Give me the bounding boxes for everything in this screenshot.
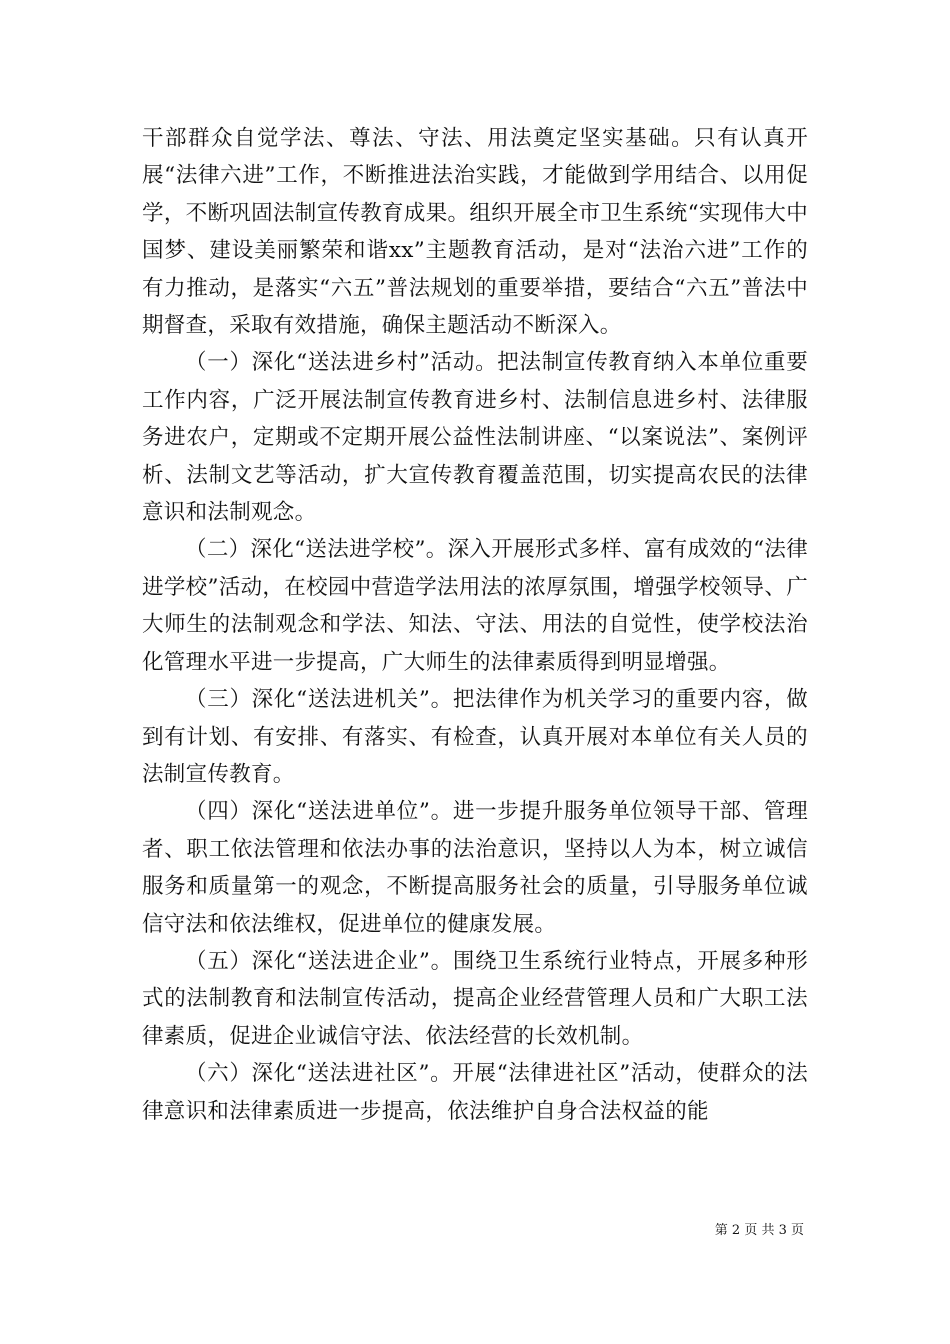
page-number-footer: 第 2 页 共 3 页 (714, 1223, 804, 1238)
paragraph-schools: （二）深化“送法进学校”。深入开展形式多样、富有成效的“法律进学校”活动，在校园中营造学法用法的浓厚氛围，增强学校领导、广大师生的法制观念和学法、知法、守法、用法的自觉性，使学校法治化管理水平进一步提高，广大师生的法律素质得到明显增强。 (142, 537, 808, 675)
paragraph-enterprises: （五）深化“送法进企业”。围绕卫生系统行业特点，开展多种形式的法制教育和法制宣传活动，提高企业经营管理人员和广大职工法律素质，促进企业诚信守法、依法经营的长效机制。 (142, 948, 808, 1049)
paragraph-intro-continued: 干部群众自觉学法、尊法、守法、用法奠定坚实基础。只有认真开展“法律六进”工作，不断推进法治实践，才能做到学用结合、以用促学，不断巩固法制宣传教育成果。组织开展全市卫生系统“实现伟大中国梦、建设美丽繁荣和谐xx”主题教育活动，是对“法治六进”工作的有力推动，是落实“六五”普法规划的重要举措，要结合“六五”普法中期督查，采取有效措施，确保主题活动不断深入。 (142, 126, 808, 339)
paragraph-government-offices: （三）深化“送法进机关”。把法律作为机关学习的重要内容，做到有计划、有安排、有落实、有检查，认真开展对本单位有关人员的法制宣传教育。 (142, 687, 808, 787)
paragraph-villages: （一）深化“送法进乡村”活动。把法制宣传教育纳入本单位重要工作内容，广泛开展法制宣传教育进乡村、法制信息进乡村、法律服务进农户，定期或不定期开展公益性法制讲座、“以案说法”、案例评析、法制文艺等活动，扩大宣传教育覆盖范围，切实提高农民的法律意识和法制观念。 (142, 350, 808, 526)
document-body (142, 120, 808, 1130)
paragraph-communities: （六）深化“送法进社区”。开展“法律进社区”活动，使群众的法律意识和法律素质进一步提高，依法维护自身合法权益的能 (142, 1061, 808, 1124)
paragraph-work-units: （四）深化“送法进单位”。进一步提升服务单位领导干部、管理者、职工依法管理和依法办事的法治意识，坚持以人为本，树立诚信服务和质量第一的观念，不断提高服务社会的质量，引导服务单位诚信守法和依法维权，促进单位的健康发展。 (142, 799, 808, 937)
